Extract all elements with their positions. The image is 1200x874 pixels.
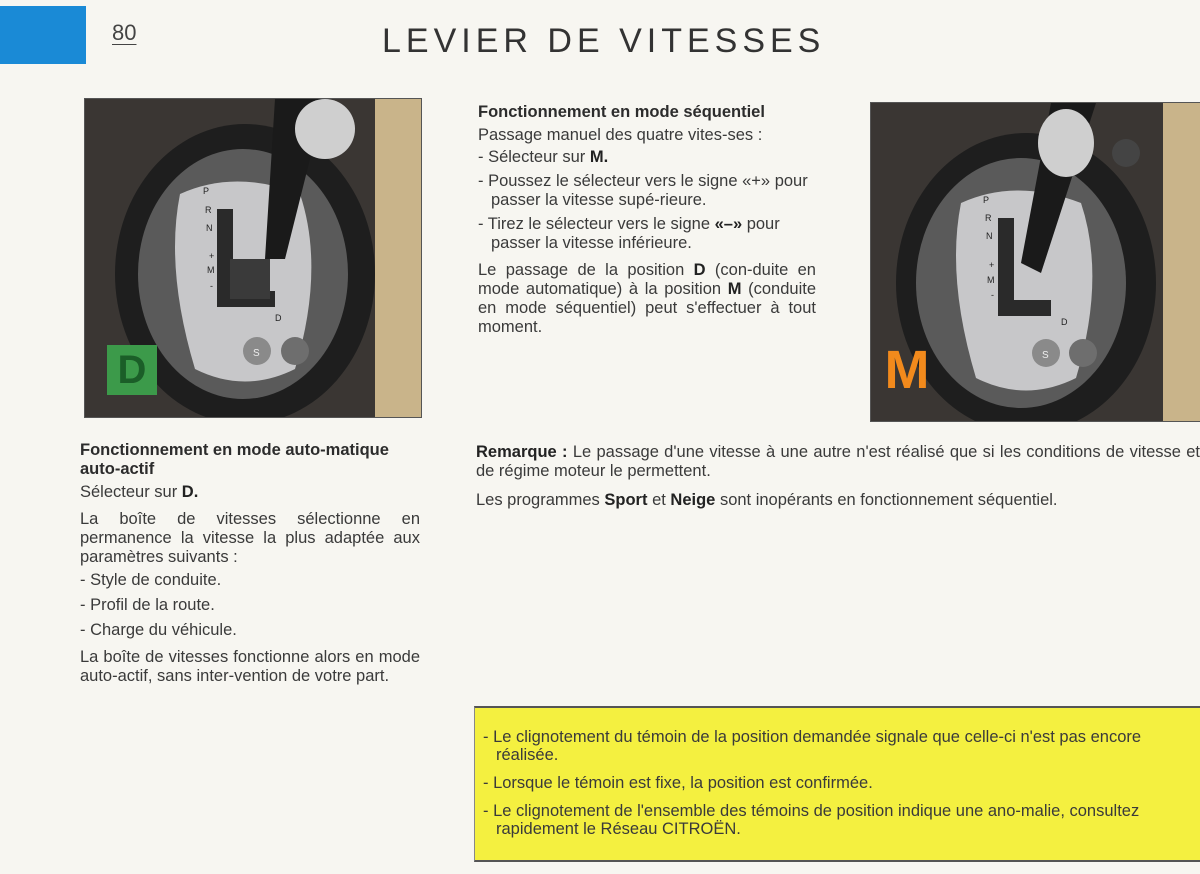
- seq-switch-para: Le passage de la position D (con-duite en mode automatique) à la position M (conduite en mode séquentiel) peut s'effectuer à tout moment.: [478, 261, 816, 336]
- auto-item-style: - Style de conduite.: [80, 571, 222, 589]
- gear-selector-photo-m: [870, 102, 1200, 422]
- notice-item-fixed: - Lorsque le témoin est fixe, la position est confirmée.: [483, 774, 873, 792]
- gate-label-d: D: [1061, 317, 1068, 327]
- gate-label-n: N: [206, 223, 213, 233]
- gate-label-plus: +: [209, 251, 215, 261]
- auto-item-route: - Profil de la route.: [80, 596, 215, 614]
- sport-button-label: S: [253, 348, 260, 359]
- auto-intro: La boîte de vitesses sélectionne en permanence la vitesse la plus adaptée aux paramètres suivants :: [80, 510, 420, 566]
- seq-item-pull: - Tirez le sélecteur vers le signe «–» pour passer la vitesse inférieure.: [478, 215, 780, 252]
- program-sport: Sport: [604, 491, 648, 509]
- program-neige: Neige: [670, 491, 716, 509]
- notice-item-blinking: - Le clignotement du témoin de la position demandée signale que celle-ci n'est pas encore réalisée.: [483, 728, 1142, 764]
- section-auto-heading: Fonctionnement en mode auto-matique auto-actif: [80, 441, 389, 478]
- section-seq-heading: Fonctionnement en mode séquentiel: [478, 103, 765, 121]
- section-seq-mode: [478, 103, 816, 345]
- programs-paragraph: Les programmes Sport et Neige sont inopérants en fonctionnement séquentiel.: [476, 491, 1058, 509]
- page-title: LEVIER DE VITESSES: [382, 22, 826, 60]
- gate-label-n: N: [986, 231, 993, 241]
- chapter-tab: [0, 6, 86, 64]
- remark-label: Remarque :: [476, 443, 568, 461]
- minus-sign: «–»: [714, 215, 743, 233]
- position-badge-d: D: [117, 348, 147, 392]
- gear-selector-photo-d: [84, 98, 422, 418]
- seq-item-selector: - Sélecteur sur M.: [478, 148, 609, 166]
- selector-position-m: M.: [589, 148, 609, 166]
- gate-label-r: R: [985, 213, 992, 223]
- gate-label-minus: -: [210, 281, 213, 291]
- seq-intro: Passage manuel des quatre vites-ses :: [478, 126, 763, 144]
- gate-label-plus: +: [989, 260, 995, 270]
- seq-item-push: - Poussez le sélecteur vers le signe «+» pour passer la vitesse supé-rieure.: [478, 172, 808, 209]
- gate-label-d: D: [275, 313, 282, 323]
- page-number: 80: [112, 20, 137, 45]
- gate-label-minus: -: [991, 290, 994, 300]
- remark-section: [476, 443, 1200, 518]
- auto-conclusion: La boîte de vitesses fonctionne alors en mode auto-actif, sans inter-vention de votre part.: [80, 648, 420, 685]
- notice-item-anomaly: - Le clignotement de l'ensemble des témoins de position indique une ano-malie, consultez rapidement le Réseau CITROËN.: [483, 802, 1140, 838]
- selector-position-d: D.: [181, 483, 199, 501]
- notice-box: [474, 706, 1200, 862]
- remark-paragraph: Remarque : Le passage d'une vitesse à une autre n'est réalisé que si les conditions de vitesse et de régime moteur le permettent.: [476, 443, 1200, 480]
- sport-button-label: S: [1042, 350, 1049, 361]
- gate-label-p: P: [983, 195, 990, 205]
- gate-label-m: M: [207, 265, 215, 275]
- auto-item-charge: - Charge du véhicule.: [80, 621, 237, 639]
- section-auto-mode: [80, 441, 420, 694]
- gate-label-m: M: [987, 275, 995, 285]
- gate-label-p: P: [203, 186, 210, 196]
- auto-selector-line: Sélecteur sur D.: [80, 483, 199, 501]
- gate-label-r: R: [205, 205, 212, 215]
- position-badge-m: M: [884, 340, 930, 400]
